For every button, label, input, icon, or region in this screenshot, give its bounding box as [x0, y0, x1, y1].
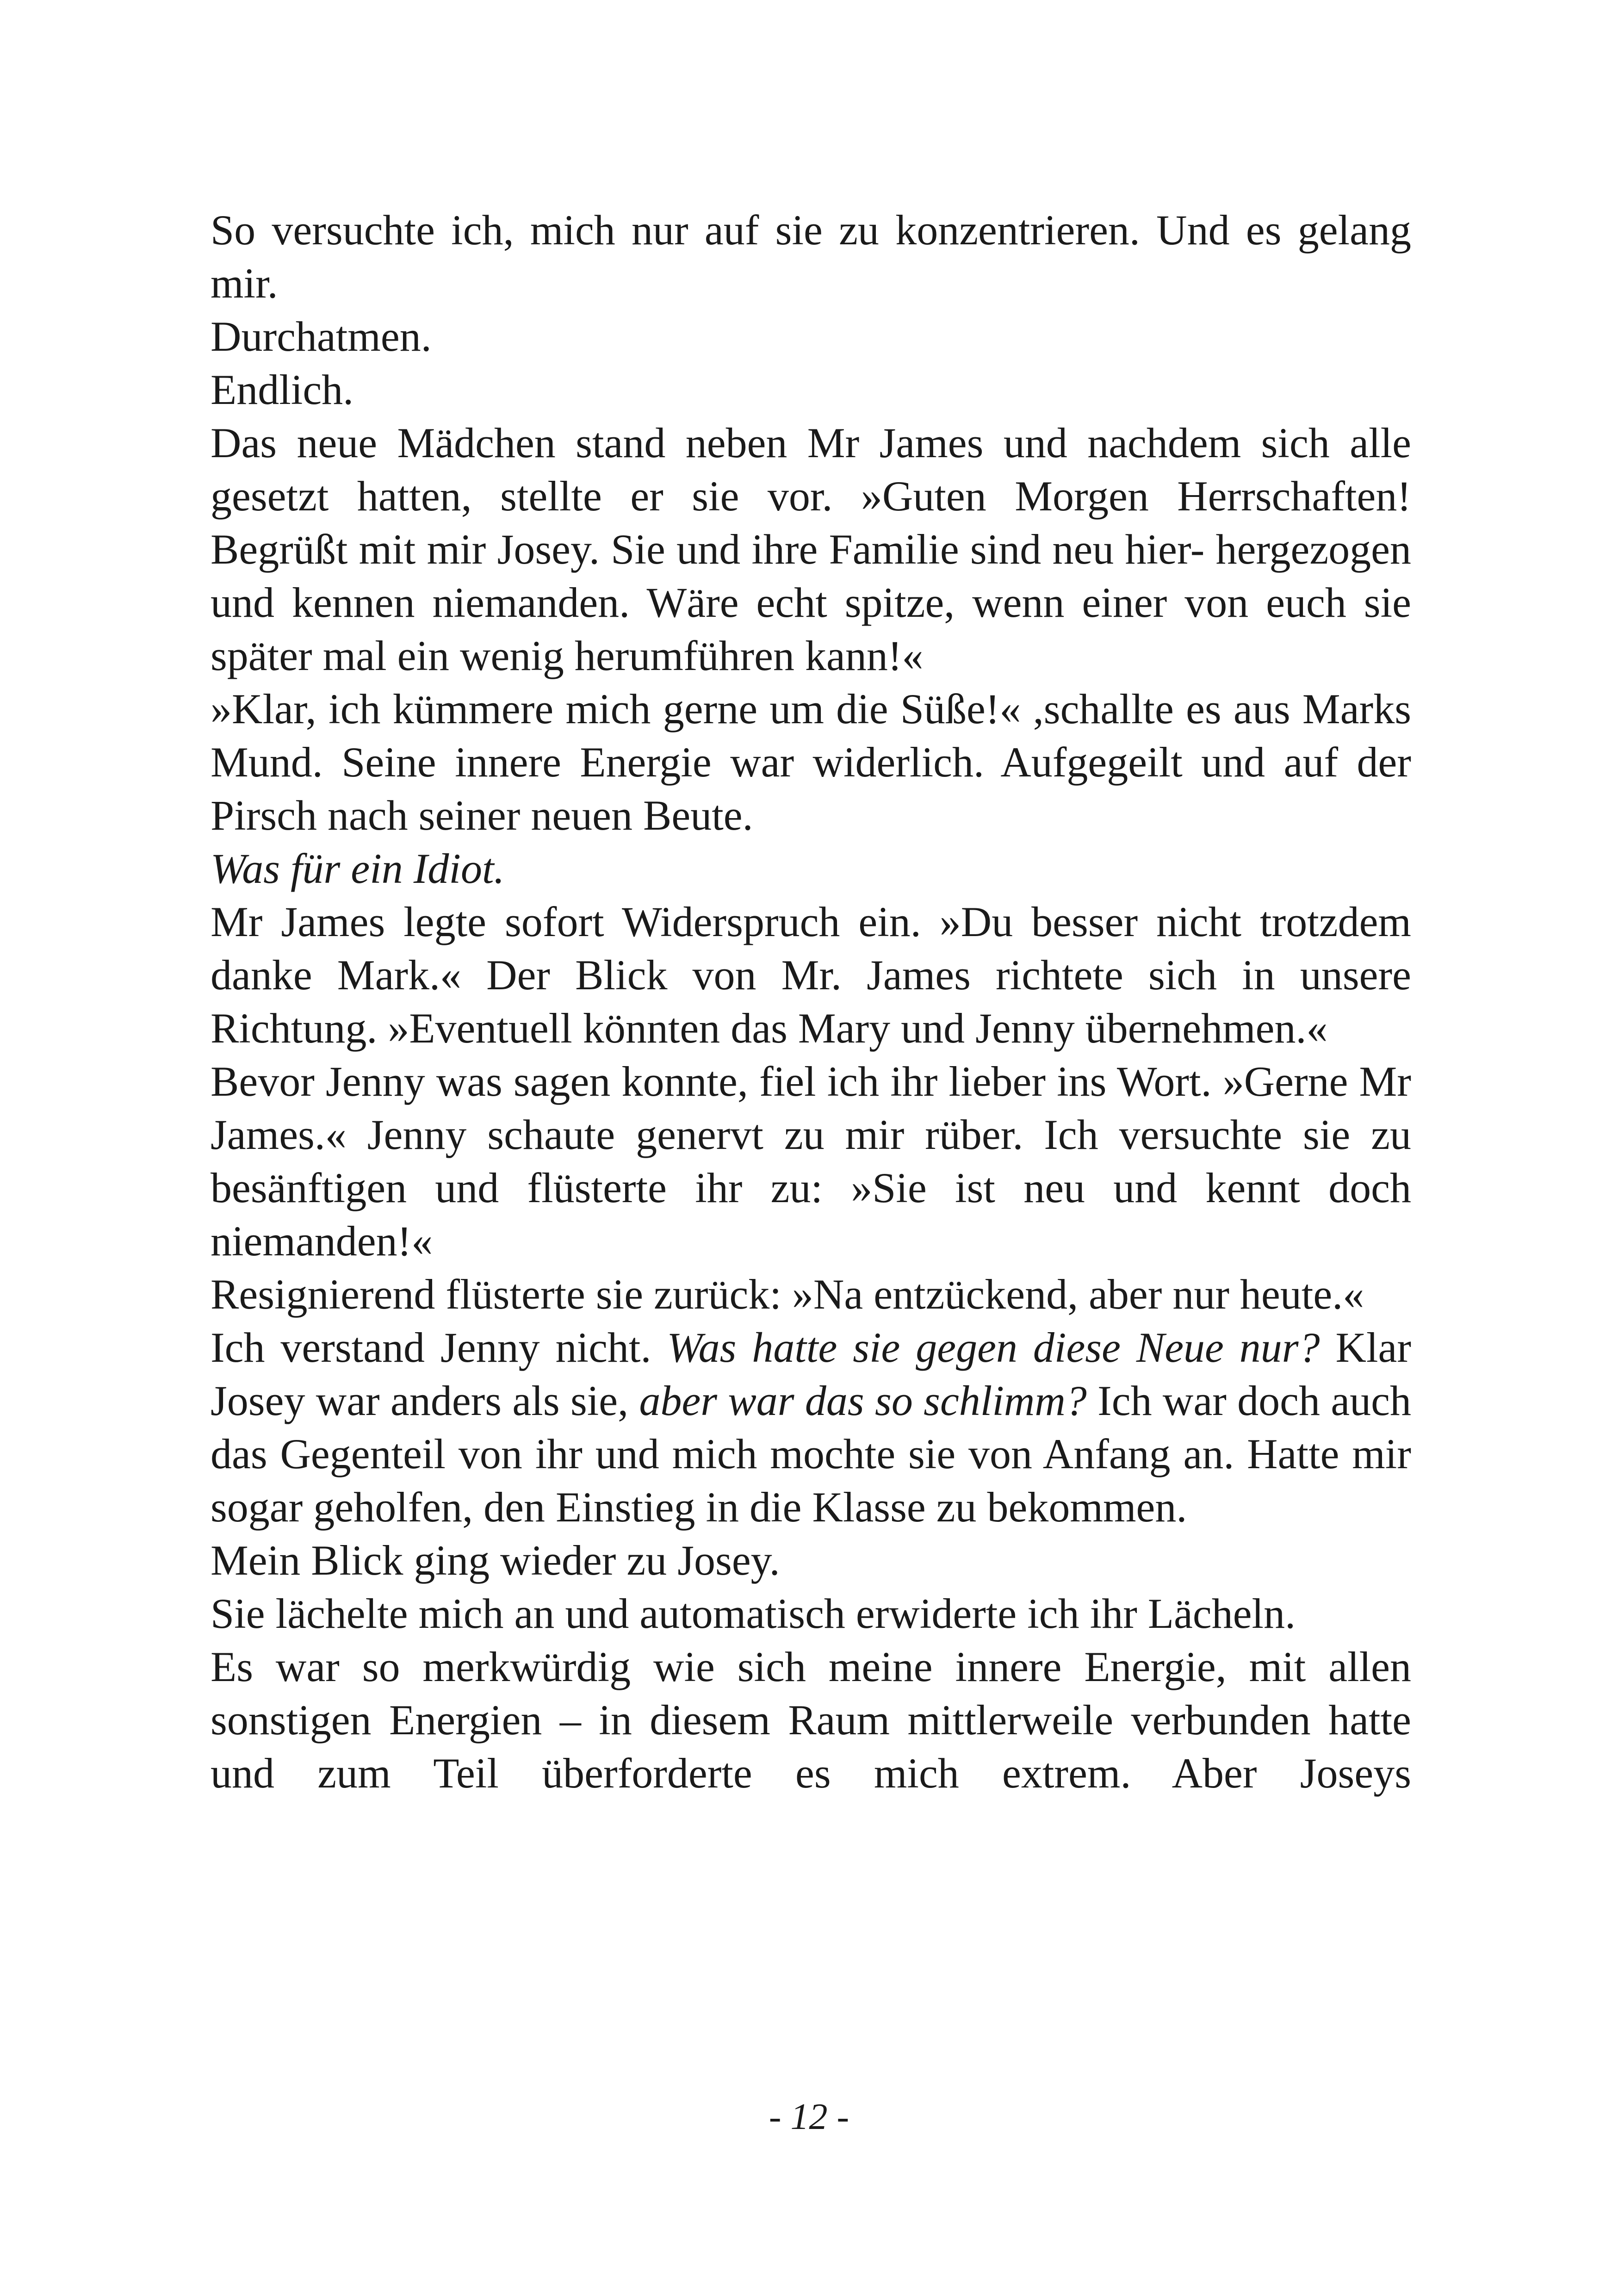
page-number-prefix: -	[769, 2097, 791, 2137]
text-run: Resignierend flüsterte sie zurück: »Na entzückend, aber nur heute.«	[211, 1271, 1364, 1318]
page-number-digits: 12	[790, 2097, 828, 2137]
text-run: So versuchte ich, mich nur auf sie zu konzentrieren. Und es gelang mir.	[211, 206, 1411, 307]
paragraph	[211, 416, 1411, 683]
paragraph	[211, 683, 1411, 842]
paragraph	[211, 310, 1411, 363]
text-run: Ich war doch auch das Gegenteil von ihr und mich mochte sie von Anfang an. Hatte mir sogar geholfen, den Einstieg in die Klasse zu bekommen.	[211, 1377, 1411, 1531]
paragraph	[211, 1534, 1411, 1587]
text-run-italic: aber war das so schlimm?	[639, 1377, 1087, 1424]
paragraph	[211, 1055, 1411, 1268]
page-number	[0, 2094, 1618, 2140]
paragraph	[211, 1321, 1411, 1534]
paragraph	[211, 1640, 1411, 1800]
text-run: Durchatmen.	[211, 313, 432, 360]
paragraph	[211, 363, 1411, 416]
text-run: Ich verstand Jenny nicht.	[211, 1324, 667, 1371]
paragraph-italic-thought	[211, 842, 1411, 895]
page-number-suffix: -	[827, 2097, 849, 2137]
text-run: Sie lächelte mich an und automatisch erwiderte ich ihr Lächeln.	[211, 1590, 1296, 1637]
text-run: Was für ein Idiot.	[211, 845, 505, 892]
text-run: Endlich.	[211, 366, 354, 413]
text-run: Bevor Jenny was sagen konnte, fiel ich ihr lieber ins Wort. »Gerne Mr James.« Jenny schaute genervt zu mir rüber. Ich versuchte sie zu besänftigen und flüsterte ihr zu: »Sie ist neu und kennt doch niemanden!«	[211, 1058, 1411, 1265]
text-run-italic: Was hatte sie gegen diese Neue nur?	[667, 1324, 1320, 1371]
paragraph	[211, 1268, 1411, 1321]
text-run: »Klar, ich kümmere mich gerne um die Süße!« ,schallte es aus Marks Mund. Seine innere Energie war widerlich. Aufgegeilt und auf der Pirsch nach seiner neuen Beute.	[211, 685, 1411, 839]
paragraph	[211, 204, 1411, 310]
paragraph	[211, 1587, 1411, 1640]
text-run: Es war so merkwürdig wie sich meine innere Energie, mit allen sonstigen Energien – in diesem Raum mittlerweile verbunden hatte und zum Teil überforderte es mich extrem. Aber Joseys	[211, 1643, 1411, 1797]
text-run: Mr James legte sofort Widerspruch ein. »Du besser nicht trotzdem danke Mark.« Der Blick von Mr. James richtete sich in unsere Richtung. »Eventuell könnten das Mary und Jenny übernehmen.«	[211, 898, 1411, 1052]
paragraph	[211, 895, 1411, 1055]
text-run: Mein Blick ging wieder zu Josey.	[211, 1537, 780, 1584]
body-text	[211, 204, 1411, 1800]
text-run: Klar Josey war anders als sie,	[211, 1324, 1411, 1424]
text-run: Das neue Mädchen stand neben Mr James und nachdem sich alle gesetzt hatten, stellte er sie vor. »Guten Morgen Herrschaften! Begrüßt mit mir Josey. Sie und ihre Familie sind neu hier- hergezogen und kennen niemanden. Wäre echt spitze, wenn einer von euch sie später mal ein wenig herumführen kann!«	[211, 419, 1411, 679]
